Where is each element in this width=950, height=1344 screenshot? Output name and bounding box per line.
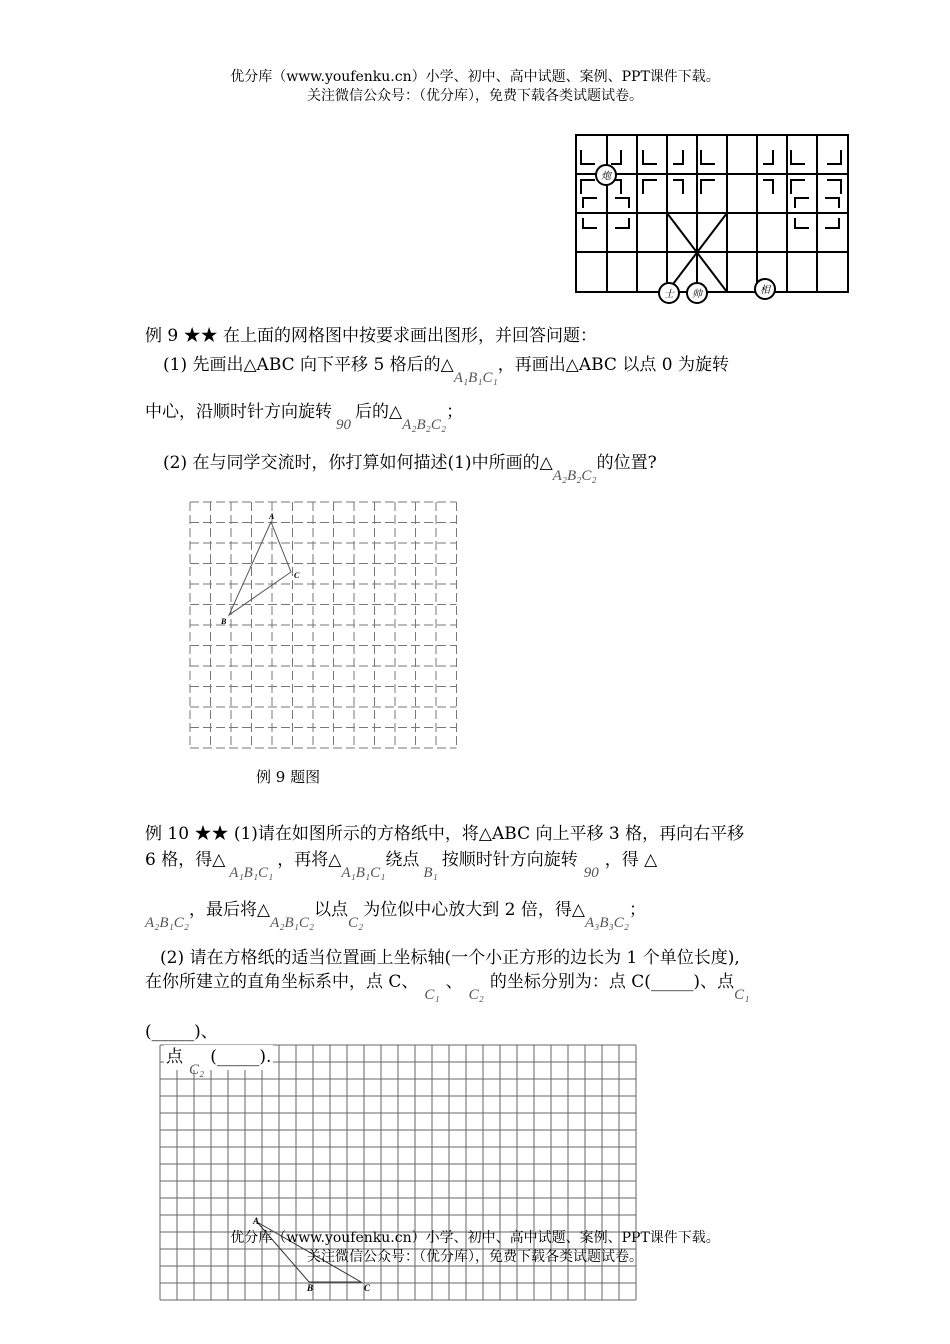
example10-label-a: A bbox=[253, 1216, 260, 1226]
header-line-2: 关注微信公众号：（优分库），免费下载各类试题试卷。 bbox=[307, 88, 643, 104]
footer-line-2: 关注微信公众号：（优分库），免费下载各类试题试卷。 bbox=[307, 1249, 643, 1265]
piece-shuai: 帅 bbox=[692, 289, 702, 300]
example9-q1-sub1: A₁B₁C₁ bbox=[453, 370, 498, 386]
example9-caption: 例 9 题图 bbox=[256, 768, 321, 786]
example9-q1-line1: (1) 先画出△ABC 向下平移 5 格后的△A₁B₁C₁，再画出△ABC 以点 0 为旋转 bbox=[163, 355, 729, 386]
example10-line2: 6 格，得△A₁B₁C₁，再将△A₁B₁C₁绕点B₁按顺时针方向旋转90，得 △ bbox=[145, 850, 658, 881]
example9-label-b: B bbox=[221, 617, 227, 626]
piece-shi: 士 bbox=[664, 289, 674, 300]
example9-grid-figure bbox=[185, 500, 460, 755]
piece-xiang: 相 bbox=[760, 285, 770, 296]
example9-title: 例 9 ★★ 在上面的网格图中按要求画出图形，并回答问题： bbox=[145, 326, 598, 346]
example10-line7: 点C₂(_____). bbox=[166, 1047, 272, 1078]
example10-label-b: B bbox=[307, 1283, 314, 1293]
piece-pao: 炮 bbox=[601, 171, 611, 182]
example10-line1: 例 10 ★★ (1)请在如图所示的方格纸中，将△ABC 向上平移 3 格，再向右平移 bbox=[145, 824, 745, 844]
footer-line-1: 优分库（www.youfenku.cn）小学、初中、高中试题、案例、PPT课件下载。 bbox=[230, 1230, 720, 1246]
header-line-1: 优分库（www.youfenku.cn）小学、初中、高中试题、案例、PPT课件下载。 bbox=[230, 69, 720, 85]
example9-q1-line2: 中心，沿顺时针方向旋转90后的△A₂B₂C₂； bbox=[145, 402, 464, 433]
example10-line5: 在你所建立的直角坐标系中，点 C、C₁、C₂的坐标分别为：点 C(_____)、点C₁ bbox=[145, 972, 750, 1003]
example9-q2: (2) 在与同学交流时，你打算如何描述(1)中所画的△A₂B₂C₂的位置? bbox=[163, 453, 657, 484]
example10-line6: (_____)、 bbox=[145, 1022, 218, 1042]
example10-label-c: C bbox=[364, 1283, 371, 1293]
example9-label-a: A bbox=[269, 512, 275, 521]
example10-line4: (2) 请在方格纸的适当位置画上坐标轴(一个小正方形的边长为 1 个单位长度), bbox=[160, 948, 740, 968]
example10-line3: A₂B₁C₂，最后将△A₂B₁C₂以点C₂为位似中心放大到 2 倍，得△A₃B₃C₂； bbox=[145, 900, 646, 931]
chess-board-figure bbox=[573, 132, 853, 307]
example9-label-c: C bbox=[294, 571, 300, 580]
